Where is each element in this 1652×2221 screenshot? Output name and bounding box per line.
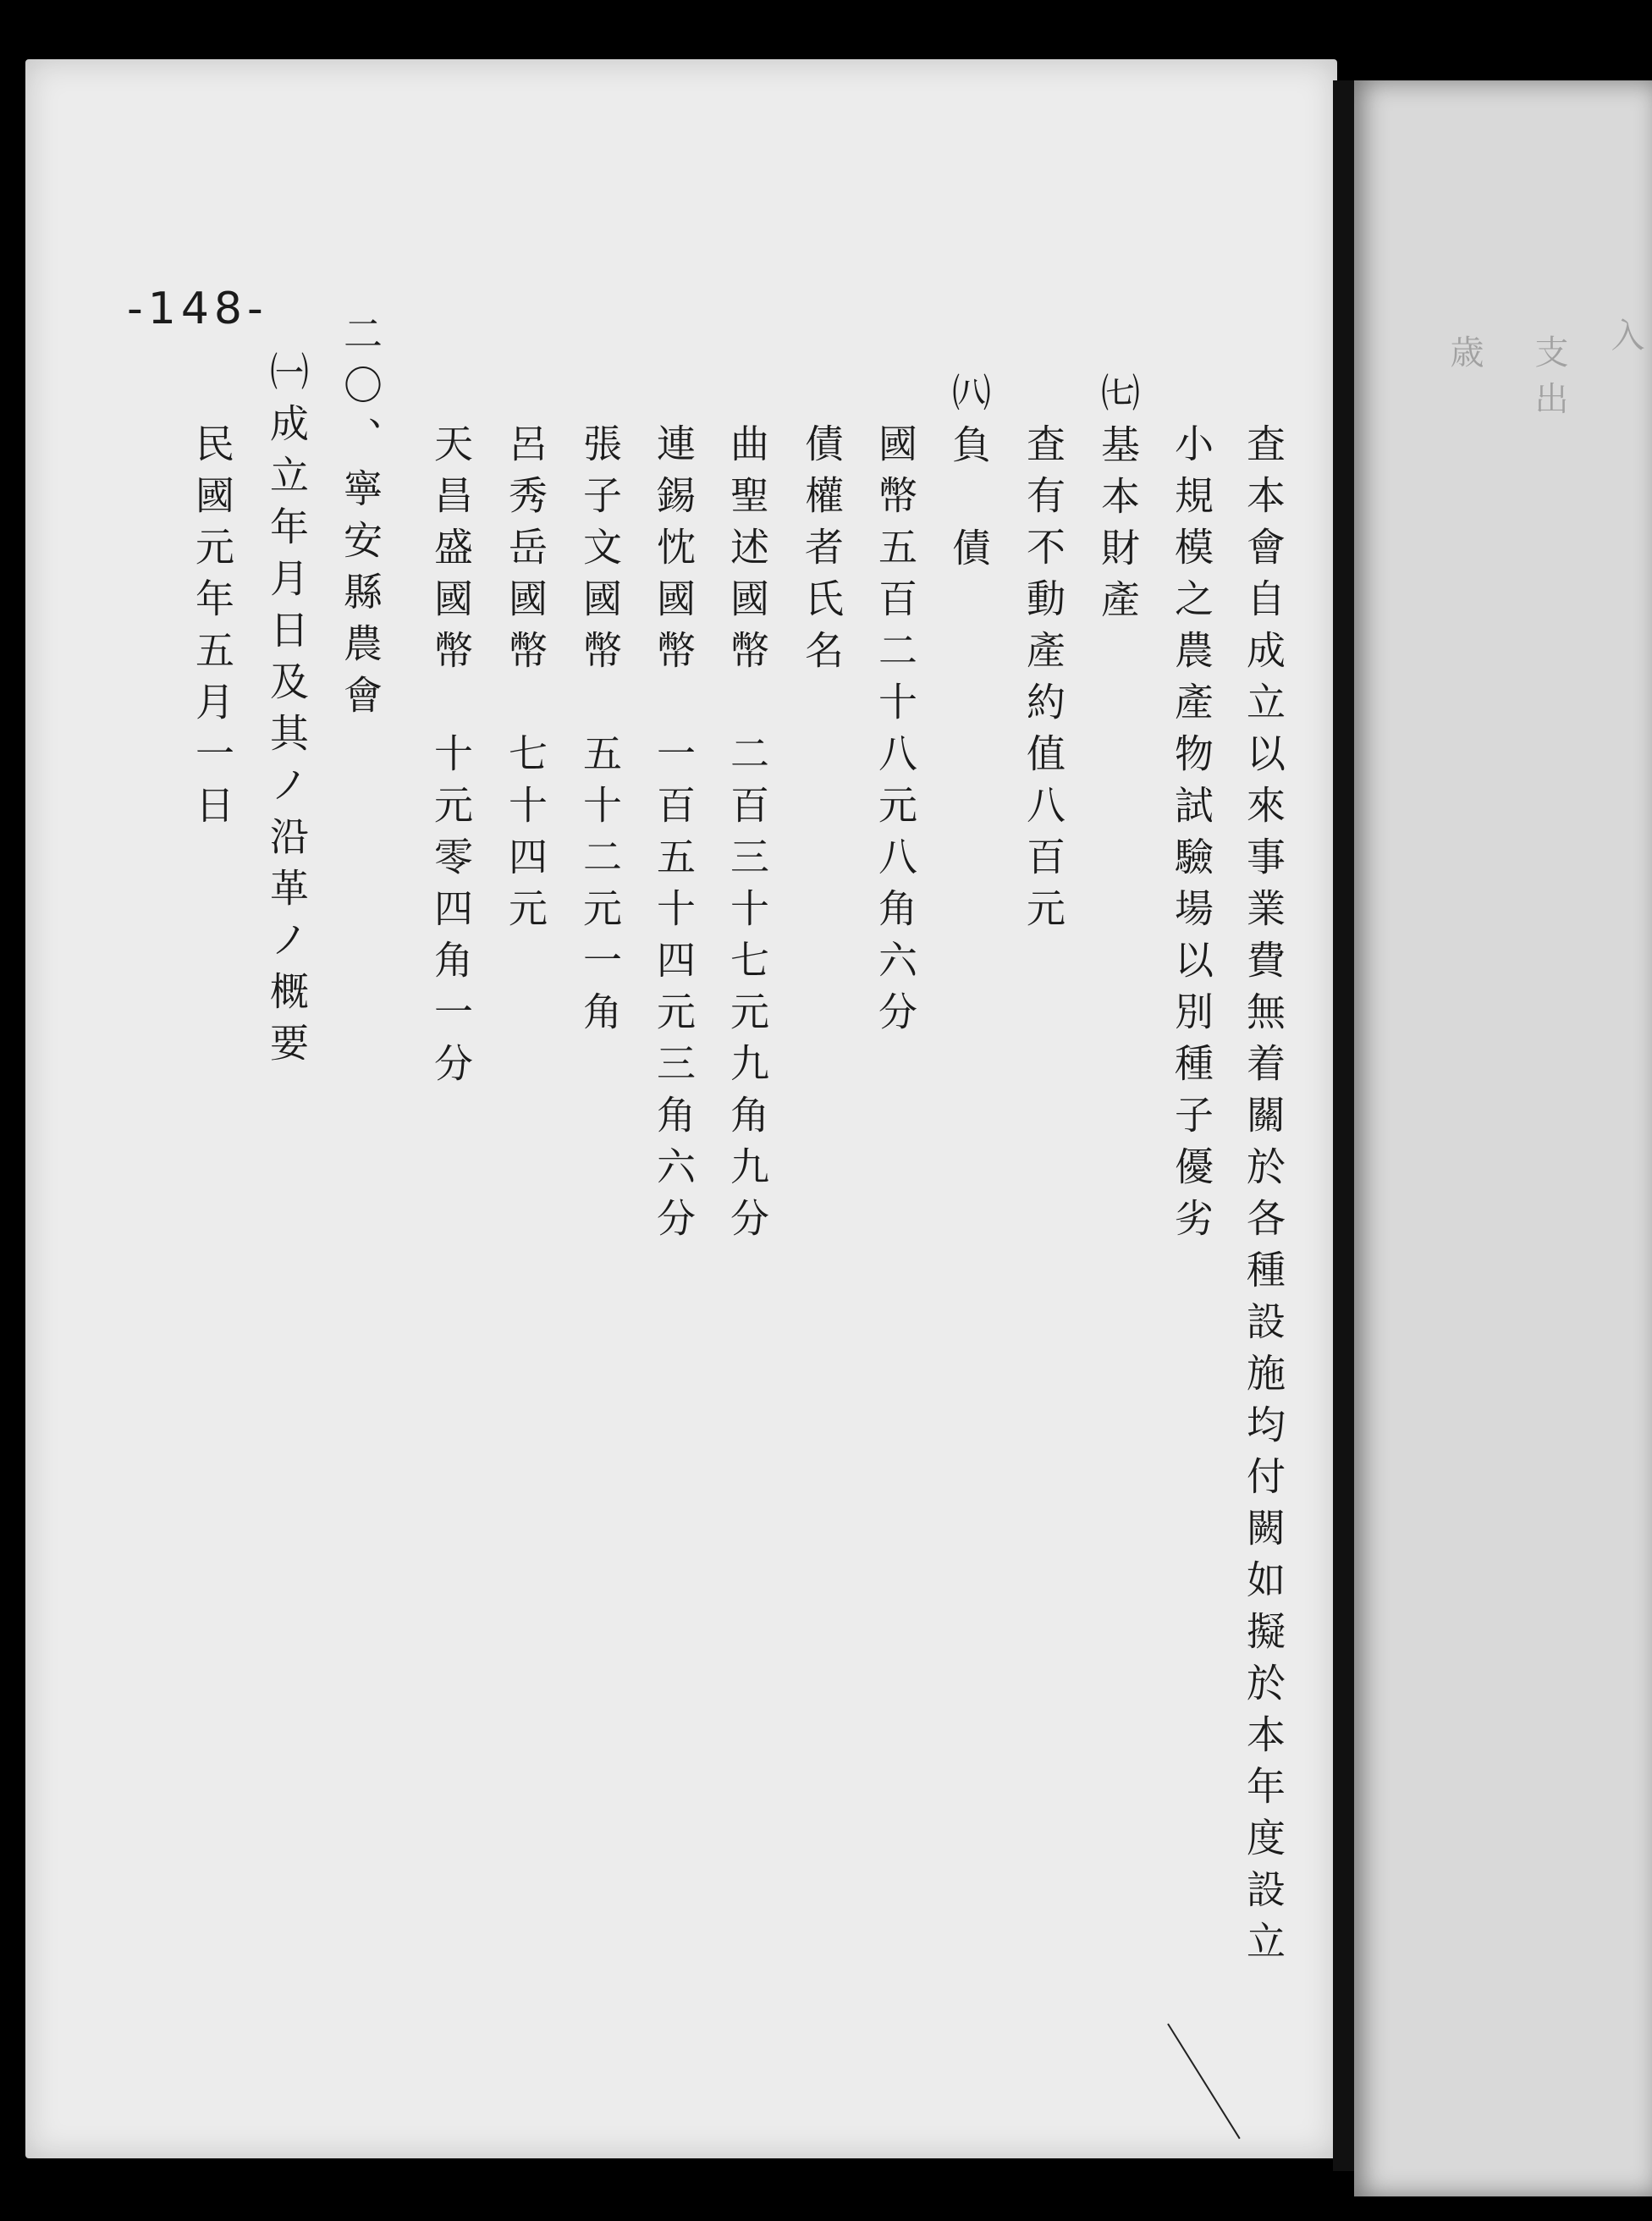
text-line-8: 曲聖述國幣 二百三十七元九角九分 [724, 423, 770, 1249]
text-line-5: ㈧負 債 [946, 372, 992, 579]
book-spine [1333, 80, 1357, 2171]
text-line-1: 査本會自成立以來事業費無着關於各種設施均付闕如擬於本年度設立 [1241, 423, 1286, 1972]
text-line-12: 天昌盛國幣 十元零四角一分 [428, 423, 474, 1094]
text-line-10: 張子文國幣 五十二元一角 [577, 423, 623, 1043]
text-line-2: 小規模之農產物試驗場以別種子優劣 [1169, 423, 1214, 1249]
adjacent-line-3: 歳 [1445, 334, 1484, 381]
text-line-13: 二〇、寧安縣農會 [338, 313, 383, 726]
page-number: -148- [127, 284, 268, 334]
text-line-7: 債權者氏名 [799, 423, 845, 681]
text-line-4: 査有不動產約值八百元 [1021, 423, 1066, 940]
adjacent-line-1: 入 [1605, 317, 1644, 364]
text-line-3: ㈦基本財產 [1095, 372, 1141, 631]
text-line-14: ㈠成立年月日及其ノ沿革ノ概要 [264, 351, 310, 1074]
adjacent-page [1354, 80, 1652, 2196]
text-line-11: 呂秀岳國幣 七十四元 [503, 423, 548, 940]
text-line-15: 民國元年五月一日 [190, 423, 235, 836]
adjacent-line-2: 支出 [1529, 334, 1568, 427]
text-line-9: 連錫忱國幣 一百五十四元三角六分 [651, 423, 697, 1249]
text-line-6: 國幣五百二十八元八角六分 [873, 423, 918, 1043]
